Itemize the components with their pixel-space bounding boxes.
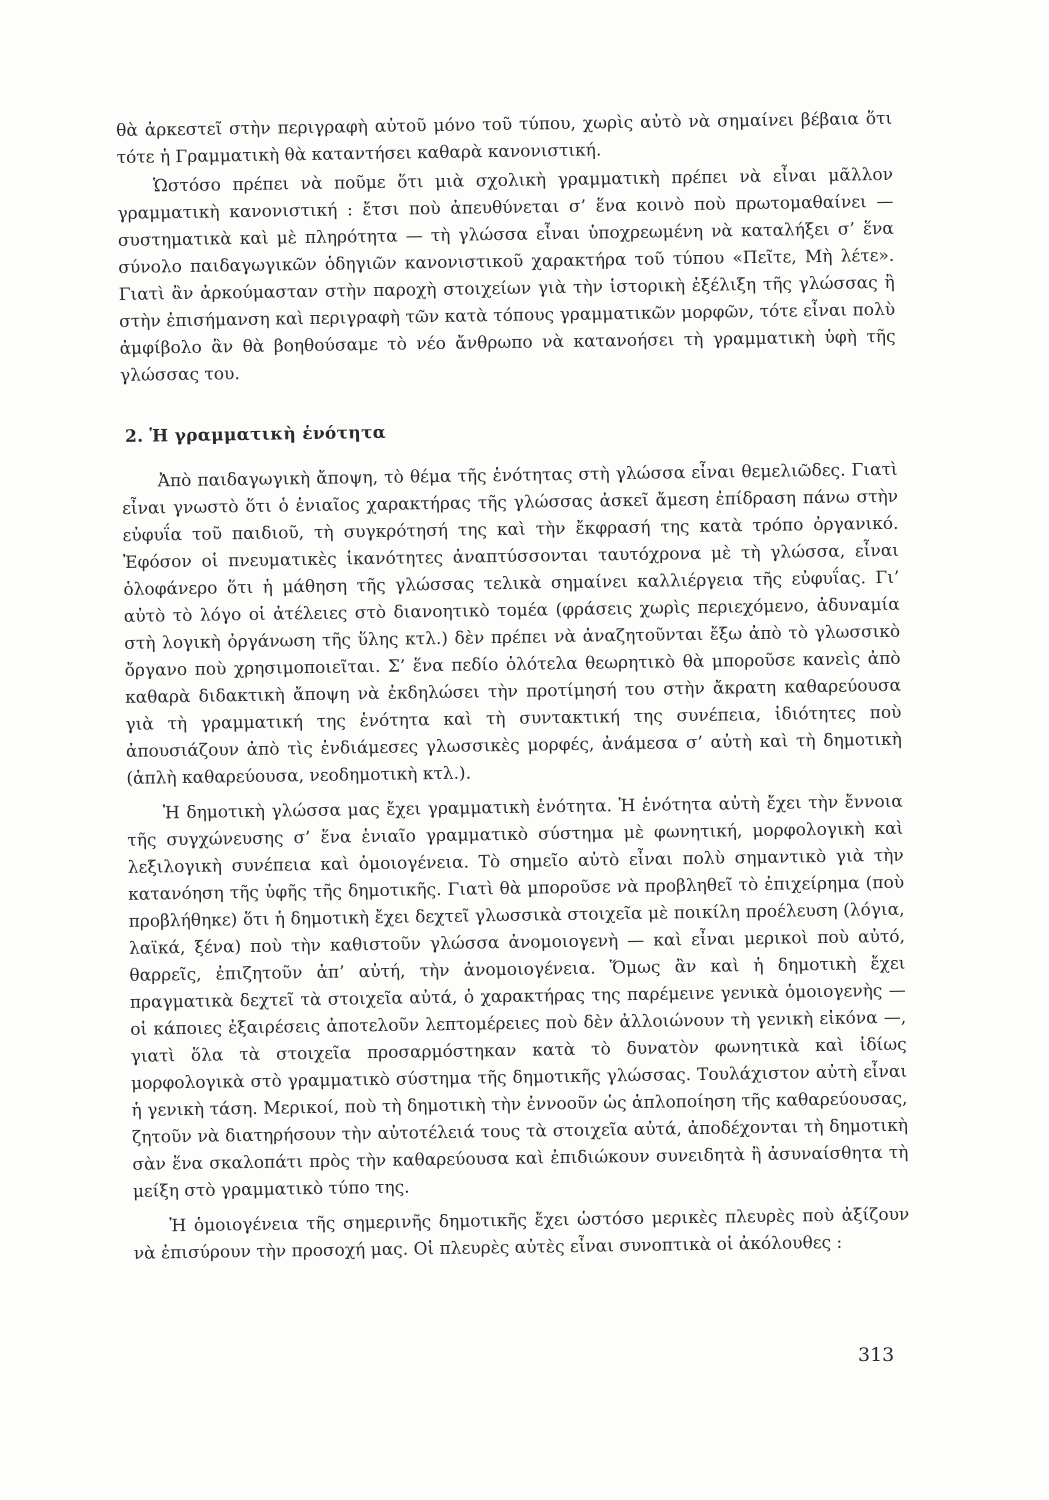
page-number: 313 (858, 1344, 895, 1366)
section-heading: 2. Ἡ γραμματικὴ ἑνότητα (124, 422, 387, 447)
paragraph: θὰ ἀρκεστεῖ στὴν περιγραφὴ αὐτοῦ μόνο τοῦ τύπου, χωρὶς αὐτὸ νὰ σημαίνει βέβαια ὅτι τότε ἡ Γραμματικὴ θὰ καταντήσει καθαρὰ κανονιστική. (116, 108, 893, 168)
body-text (116, 106, 910, 1268)
paragraph: Ὡστόσο πρέπει νὰ ποῦμε ὅτι μιὰ σχολικὴ γραμματικὴ πρέπει νὰ εἶναι μᾶλλον γραμματικὴ κανονιστική : ἔτσι ποὺ ἀπευθύνεται σ’ ἕνα κοινὸ ποὺ πρωτομαθαίνει — συστηματικὰ καὶ μὲ πληρότητα — τὴ γλώσσα εἶναι ὑποχρεωμένη νὰ καταλήξει σ’ ἕνα σύνολο παιδαγωγικῶν ὁδηγιῶν κανονιστικοῦ χαρακτήρα τοῦ τύπου «Πεῖτε, Μὴ λέτε». Γιατὶ ἂν ἀρκούμασταν στὴν παροχὴ στοιχείων γιὰ τὴν ἱστορικὴ ἐξέλιξη τῆς γλώσσας ἢ στὴν ἐπισήμανση καὶ περιγραφὴ τῶν κατὰ τόπους γραμματικῶν μορφῶν, τότε εἶναι πολὺ ἀμφίβολο ἂν θὰ βοηθούσαμε τὸ νέο ἄνθρωπο νὰ κατανοήσει τὴ γραμματικὴ ὑφὴ τῆς γλώσσας του. (117, 164, 896, 386)
paragraph: Ἀπὸ παιδαγωγικὴ ἄποψη, τὸ θέμα τῆς ἑνότητας στὴ γλώσσα εἶναι θεμελιῶδες. Γιατὶ εἶναι γνωστὸ ὅτι ὁ ἑνιαῖος χαρακτήρας τῆς γλώσσας ἀσκεῖ ἄμεση ἐπίδραση πάνω στὴν εὐφυΐα τοῦ παιδιοῦ, τὴ συγκρότησή της καὶ τὴν ἔκφρασή της κατὰ τρόπο ὀργανικό. Ἐφόσον οἱ πνευματικὲς ἱκανότητες ἀναπτύσσονται ταυτόχρονα μὲ τὴ γλώσσα, εἶναι ὁλοφάνερο ὅτι ἡ μάθηση τῆς γλώσσας τελικὰ σημαίνει καλλιέργεια τῆς εὐφυΐας. Γι’ αὐτὸ τὸ λόγο οἱ ἀτέλειες στὸ διανοητικὸ τομέα (φράσεις χωρὶς περιεχόμενο, ἀδυναμία στὴ λογικὴ ὀργάνωση τῆς ὕλης κτλ.) δὲν πρέπει νὰ ἀναζητοῦνται ἔξω ἀπὸ τὸ γλωσσικὸ ὄργανο ποὺ χρησιμοποιεῖται. Σ’ ἕνα πεδίο ὁλότελα θεωρητικὸ θὰ μποροῦσε κανεὶς ἀπὸ καθαρὰ διδακτικὴ ἄποψη νὰ ἐκδηλώσει τὴν προτίμησή του στὴν ἄκρατη καθαρεύουσα γιὰ τὴ γραμματική της ἑνότητα καὶ τὴ συντακτική της συνέπεια, ἰδιότητες ποὺ ἀπουσιάζουν ἀπὸ τὶς ἐνδιάμεσες γλωσσικὲς μορφές, ἀνάμεσα σ’ αὐτὴ καὶ τὴ δημοτικὴ (ἁπλὴ καθαρεύουσα, νεοδημοτικὴ κτλ.). (121, 459, 903, 789)
paragraph: Ἡ ὁμοιογένεια τῆς σημερινῆς δημοτικῆς ἔχει ὡστόσο μερικὲς πλευρὲς ποὺ ἀξίζουν νὰ ἐπισύρουν τὴν προσοχή μας. Οἱ πλευρὲς αὐτὲς εἶναι συνοπτικὰ οἱ ἀκόλουθες : (133, 1204, 910, 1264)
paragraph: Ἡ δημοτικὴ γλώσσα μας ἔχει γραμματικὴ ἑνότητα. Ἡ ἑνότητα αὐτὴ ἔχει τὴν ἔννοια τῆς συγχώνευσης σ’ ἕνα ἑνιαῖο γραμματικὸ σύστημα μὲ φωνητική, μορφολογικὴ καὶ λεξιλογικὴ συνέπεια καὶ ὁμοιογένεια. Τὸ σημεῖο αὐτὸ εἶναι πολὺ σημαντικὸ γιὰ τὴν κατανόηση τῆς ὑφῆς τῆς δημοτικῆς. Γιατὶ θὰ μποροῦσε νὰ προβληθεῖ τὸ ἐπιχείρημα (ποὺ προβλήθηκε) ὅτι ἡ δημοτικὴ ἔχει δεχτεῖ γλωσσικὰ στοιχεῖα μὲ ποικίλη προέλευση (λόγια, λαϊκά, ξένα) ποὺ τὴν καθιστοῦν γλώσσα ἀνομοιογενὴ — καὶ εἶναι μερικοὶ ποὺ αὐτό, θαρρεῖς, ἐπιζητοῦν ἀπ’ αὐτή, τὴν ἀνομοιογένεια. Ὅμως ἂν καὶ ἡ δημοτικὴ ἔχει πραγματικὰ δεχτεῖ τὰ στοιχεῖα αὐτά, ὁ χαρακτήρας της παρέμεινε γενικὰ ὁμοιογενὴς — οἱ κάποιες ἐξαιρέσεις ἀποτελοῦν λεπτομέρειες ποὺ δὲν ἀλλοιώνουν τὴ γενικὴ εἰκόνα —, γιατὶ ὅλα τὰ στοιχεῖα προσαρμόστηκαν κατὰ τὸ δυνατὸν φωνητικὰ καὶ ἰδίως μορφολογικὰ στὸ γραμματικὸ σύστημα τῆς δημοτικῆς γλώσσας. Τουλάχιστον αὐτὴ εἶναι ἡ γενικὴ τάση. Μερικοί, ποὺ τὴ δημοτικὴ τὴν ἐννοοῦν ὡς ἁπλοποίηση τῆς καθαρεύουσας, ζητοῦν νὰ διατηρήσουν τὴν αὐτοτέλειά τους τὰ στοιχεῖα αὐτά, ἀποδέχονται τὴ δημοτικὴ σὰν ἕνα σκαλοπάτι πρὸς τὴν καθαρεύουσα καὶ ἐπιδιώκουν συνειδητὰ ἢ ἀσυναίσθητα τὴ μείξη στὸ γραμματικὸ τύπο της. (127, 791, 909, 1202)
